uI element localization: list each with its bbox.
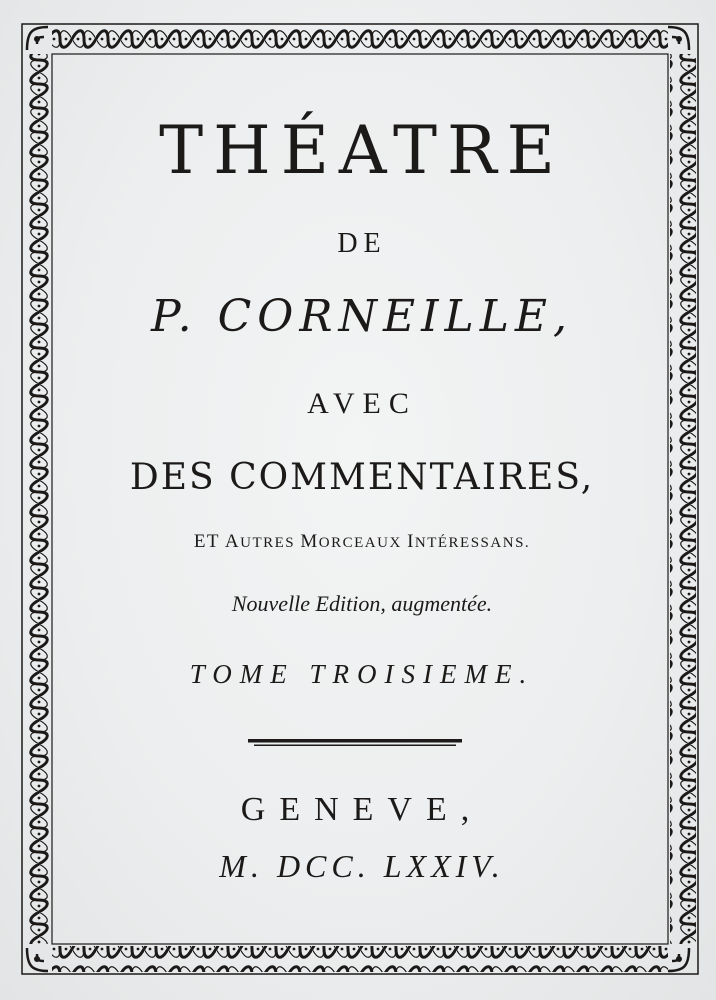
autres-initial-a: A (224, 531, 241, 552)
interessans-initial-i: I (407, 531, 415, 552)
imprint-place: GENEVE, (240, 791, 484, 828)
autres-et: ET (193, 531, 225, 552)
decorative-rule (248, 738, 462, 748)
preposition-de: DE (337, 228, 387, 259)
morceaux-word: ORCEAUX (318, 535, 408, 551)
author-name: P. CORNEILLE, (150, 291, 574, 342)
autres-word: UTRES (240, 535, 301, 551)
title-block (62, 62, 662, 938)
edition-note: Nouvelle Edition, augmentée. (231, 591, 493, 616)
interessans-word: NTÉRESSANS. (414, 535, 531, 551)
subtitle-commentaires: DES COMMENTAIRES, (129, 457, 595, 498)
imprint-date: M. DCC. LXXIV. (219, 848, 505, 884)
morceaux-initial-m: M (300, 531, 319, 552)
main-title: THÉATRE (159, 112, 565, 189)
volume-label: TOME TROISIEME. (189, 659, 535, 689)
subtitle-autres-morceaux (62, 532, 662, 551)
preposition-avec: AVEC (307, 387, 417, 420)
